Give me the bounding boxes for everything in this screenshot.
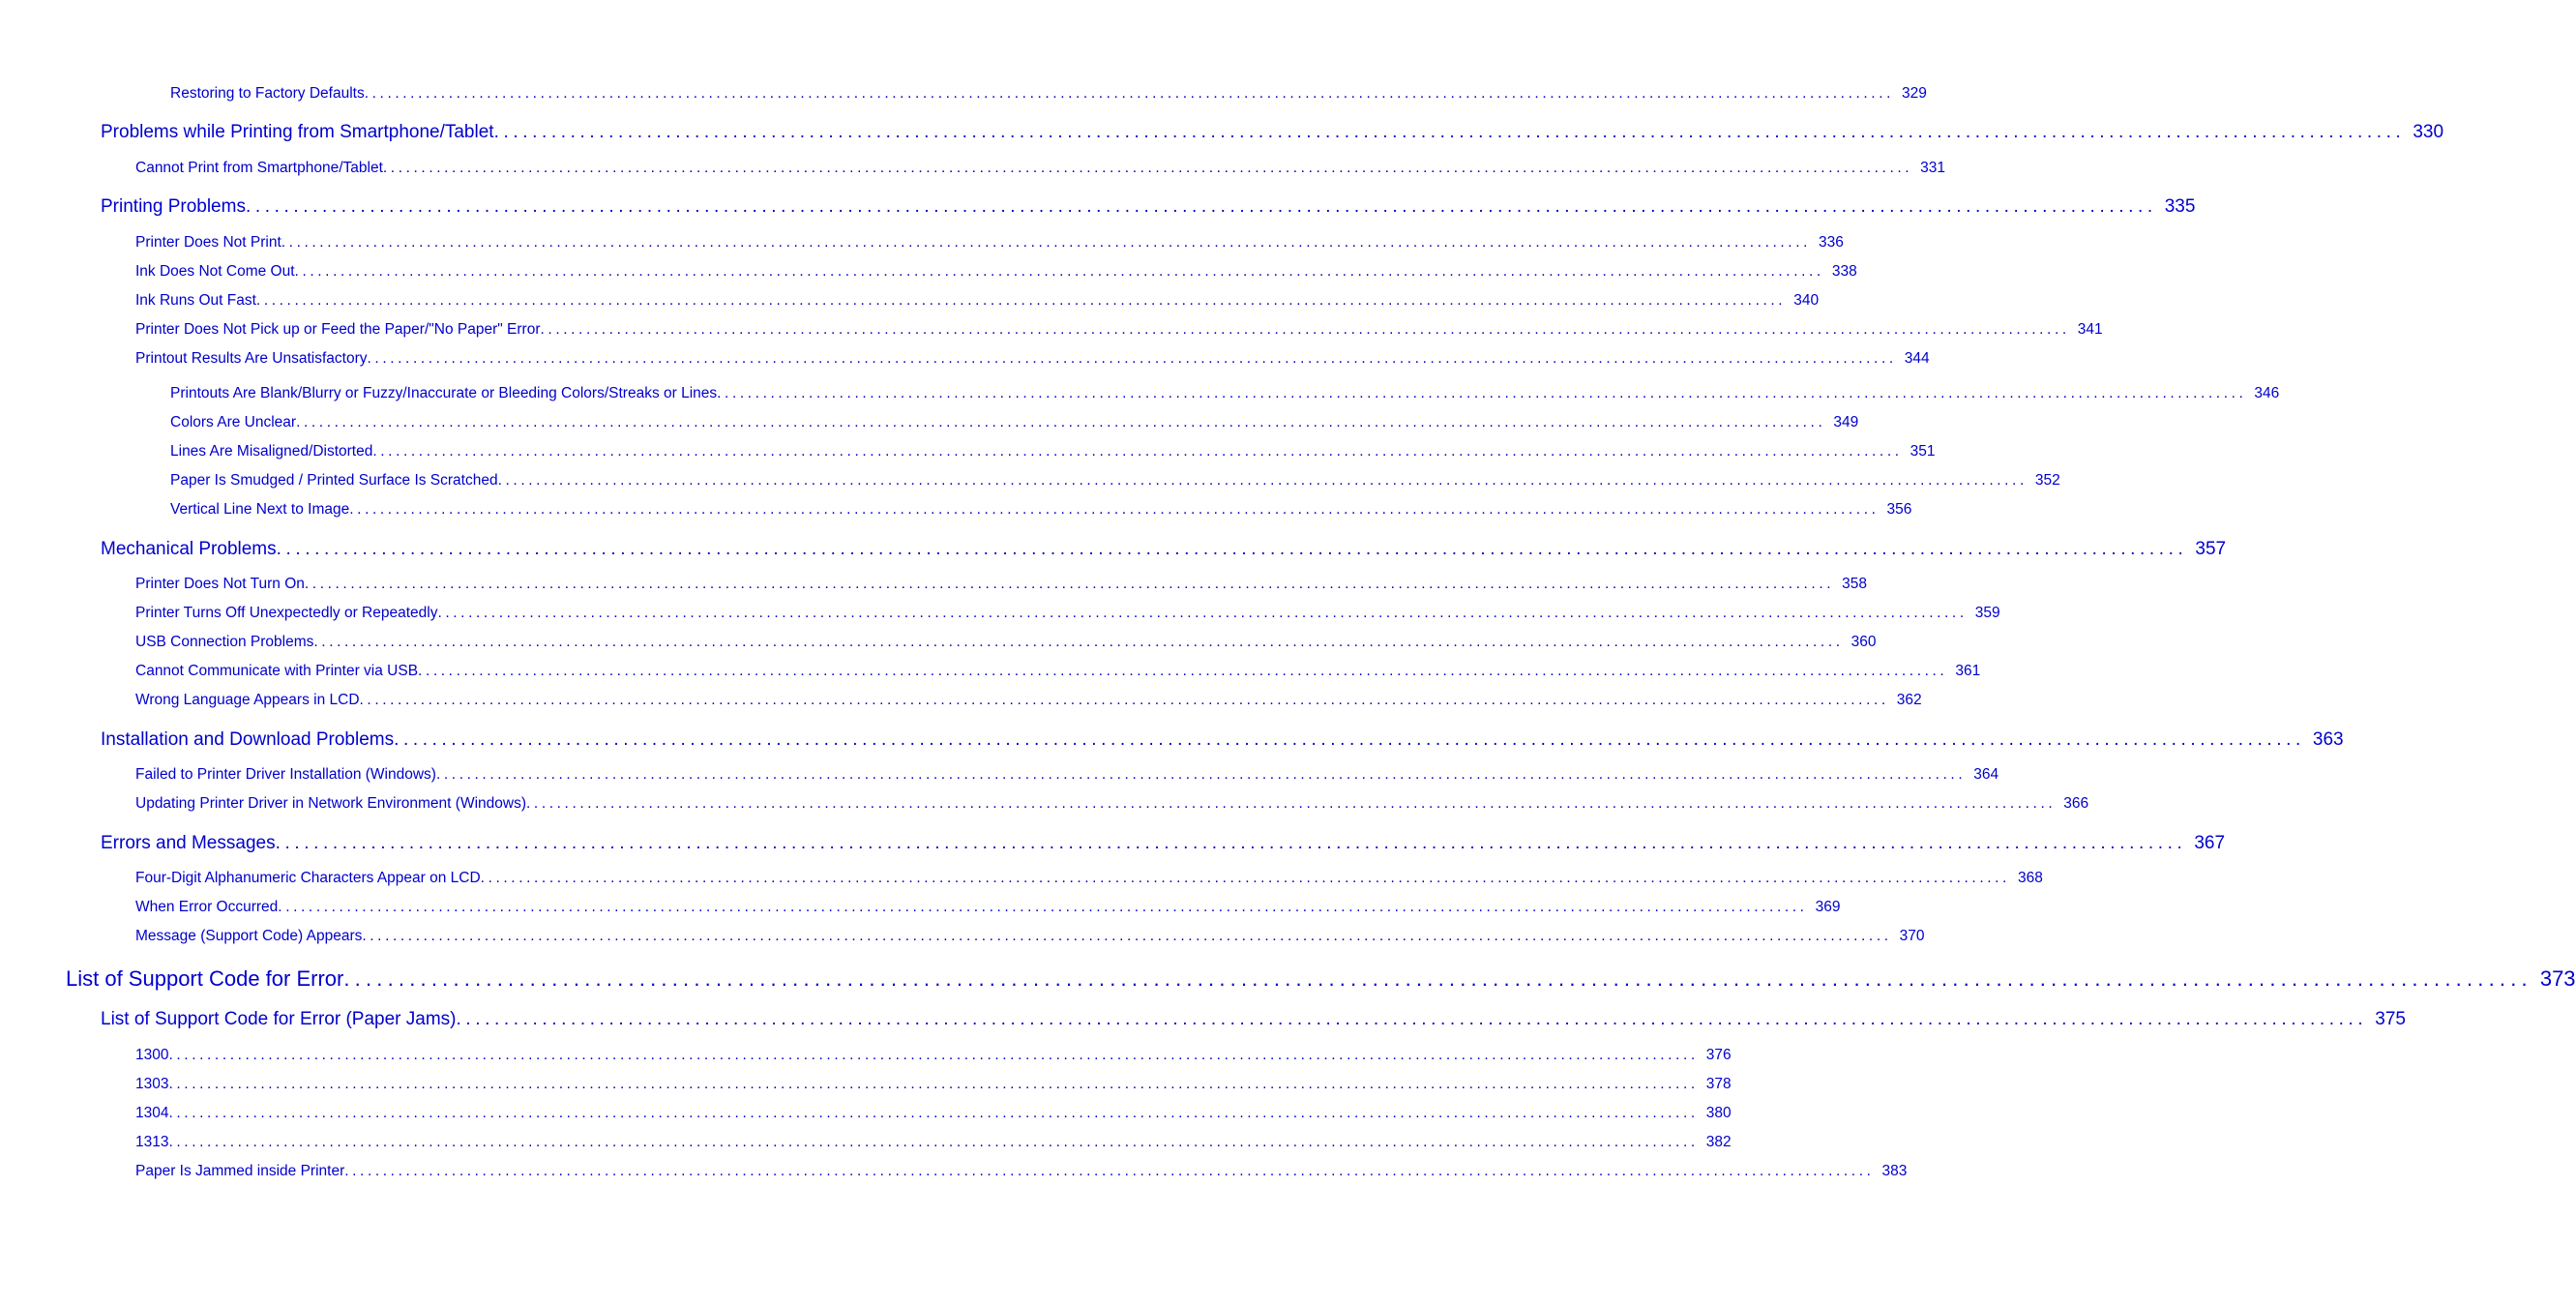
toc-leader-dots: ........................................................................................................................................................................................................ bbox=[717, 385, 2247, 401]
toc-leader-dots: ........................................................................................................................................................................................................ bbox=[275, 833, 2187, 853]
toc-leader-dots: ........................................................................................................................................................................................................ bbox=[437, 605, 1968, 621]
toc-entry[interactable] bbox=[101, 196, 2196, 222]
toc-leader-dots: ........................................................................................................................................................................................................ bbox=[364, 85, 1895, 102]
toc-entry[interactable] bbox=[135, 1047, 1732, 1068]
toc-entry[interactable] bbox=[101, 833, 2226, 858]
toc-entry[interactable] bbox=[101, 1009, 2406, 1034]
toc-entry-title: Printer Does Not Pick up or Feed the Paper/"No Paper" Error bbox=[135, 321, 541, 338]
toc-entry-page: 359 bbox=[1974, 605, 2000, 621]
toc-entry-title: Printing Problems bbox=[101, 196, 246, 217]
toc-entry[interactable] bbox=[170, 501, 1912, 522]
toc-leader-dots: ........................................................................................................................................................................................................ bbox=[276, 539, 2188, 559]
toc-entry[interactable] bbox=[135, 692, 1922, 713]
toc-entry[interactable] bbox=[170, 443, 1936, 464]
toc-leader-dots: ........................................................................................................................................................................................................ bbox=[435, 766, 1967, 783]
toc-entry-title: Installation and Download Problems bbox=[101, 729, 395, 750]
toc-entry-page: 368 bbox=[2017, 870, 2043, 886]
toc-entry-page: 373 bbox=[2539, 966, 2576, 991]
toc-leader-dots: ........................................................................................................................................................................................................ bbox=[526, 795, 2057, 812]
toc-entry[interactable] bbox=[135, 350, 1930, 371]
toc-leader-dots: ........................................................................................................................................................................................................ bbox=[493, 122, 2406, 142]
toc-entry[interactable] bbox=[135, 263, 1857, 284]
toc-entry-title: Ink Runs Out Fast bbox=[135, 292, 256, 309]
toc-entry-page: 340 bbox=[1793, 292, 1820, 309]
toc-leader-dots: ........................................................................................................................................................................................................ bbox=[418, 663, 1948, 679]
toc-entry-page: 366 bbox=[2063, 795, 2089, 812]
toc-entry-title: Message (Support Code) Appears bbox=[135, 928, 363, 944]
toc-entry-title: Cannot Print from Smartphone/Tablet bbox=[135, 160, 383, 176]
toc-entry-title: Printer Does Not Turn On bbox=[135, 576, 305, 592]
toc-leader-dots: ........................................................................................................................................................................................................ bbox=[281, 234, 1812, 251]
toc-entry-page: 330 bbox=[2413, 122, 2444, 142]
toc-entry[interactable] bbox=[135, 634, 1877, 655]
toc-entry-title: When Error Occurred bbox=[135, 899, 279, 915]
toc-entry[interactable] bbox=[135, 663, 1981, 684]
toc-leader-dots: ........................................................................................................................................................................................................ bbox=[344, 1163, 1875, 1179]
toc-entry[interactable] bbox=[135, 795, 2089, 816]
toc-entry-title: Errors and Messages bbox=[101, 833, 276, 853]
toc-entry-page: 351 bbox=[1910, 443, 1936, 460]
toc-entry-page: 360 bbox=[1851, 634, 1877, 650]
toc-entry-page: 383 bbox=[1881, 1163, 1908, 1179]
toc-entry[interactable] bbox=[135, 1105, 1732, 1126]
toc-entry-page: 336 bbox=[1819, 234, 1844, 251]
toc-entry-title: Vertical Line Next to Image bbox=[170, 501, 350, 518]
toc-leader-dots: ........................................................................................................................................................................................................ bbox=[480, 870, 2010, 886]
toc-entry-page: 344 bbox=[1904, 350, 1930, 367]
toc-entry[interactable] bbox=[135, 605, 2000, 626]
toc-entry-page: 364 bbox=[1973, 766, 1999, 783]
toc-leader-dots: ........................................................................................................................................................................................................ bbox=[359, 692, 1889, 708]
toc-entry-page: 363 bbox=[2312, 729, 2344, 750]
toc-leader-dots: ........................................................................................................................................................................................................ bbox=[278, 899, 1808, 915]
toc-leader-dots: ........................................................................................................................................................................................................ bbox=[245, 196, 2157, 217]
toc-entry[interactable] bbox=[170, 85, 1927, 106]
toc-entry[interactable] bbox=[170, 472, 2060, 493]
toc-entry[interactable] bbox=[135, 292, 1820, 313]
toc-leader-dots: ........................................................................................................................................................................................................ bbox=[349, 501, 1880, 518]
toc-entry[interactable] bbox=[135, 321, 2103, 342]
toc-leader-dots: ........................................................................................................................................................................................................ bbox=[343, 966, 2532, 991]
toc-entry-title: 1313 bbox=[135, 1134, 169, 1150]
toc-entry-page: 361 bbox=[1955, 663, 1981, 679]
toc-entry[interactable] bbox=[135, 234, 1844, 255]
toc-entry[interactable] bbox=[135, 1076, 1732, 1097]
toc-entry-page: 370 bbox=[1899, 928, 1925, 944]
toc-entry-title: 1303 bbox=[135, 1076, 169, 1092]
toc-entry-page: 382 bbox=[1705, 1134, 1732, 1150]
toc-entry-page: 357 bbox=[2195, 539, 2227, 559]
toc-leader-dots: ........................................................................................................................................................................................................ bbox=[168, 1105, 1699, 1121]
toc-entry[interactable] bbox=[101, 729, 2344, 755]
toc-entry[interactable] bbox=[66, 966, 2576, 994]
toc-entry-title: Problems while Printing from Smartphone/Tablet bbox=[101, 122, 494, 142]
toc-entry-page: 341 bbox=[2077, 321, 2103, 338]
toc-entry-page: 367 bbox=[2194, 833, 2226, 853]
toc-leader-dots: ........................................................................................................................................................................................................ bbox=[294, 263, 1824, 280]
toc-entry[interactable] bbox=[135, 160, 1946, 181]
toc-entry-page: 352 bbox=[2034, 472, 2060, 489]
toc-entry-title: Colors Are Unclear bbox=[170, 414, 297, 430]
toc-entry-title: Printouts Are Blank/Blurry or Fuzzy/Inaccurate or Bleeding Colors/Streaks or Lines bbox=[170, 385, 718, 401]
toc-leader-dots: ........................................................................................................................................................................................................ bbox=[367, 350, 1897, 367]
toc-entry[interactable] bbox=[135, 1134, 1732, 1155]
toc-entry-page: 376 bbox=[1705, 1047, 1732, 1063]
toc-entry[interactable] bbox=[135, 1163, 1908, 1184]
toc-entry-title: Cannot Communicate with Printer via USB bbox=[135, 663, 419, 679]
toc-entry-page: 329 bbox=[1902, 85, 1927, 102]
toc-leader-dots: ........................................................................................................................................................................................................ bbox=[456, 1009, 2368, 1029]
toc-entry-page: 356 bbox=[1886, 501, 1912, 518]
toc-leader-dots: ........................................................................................................................................................................................................ bbox=[382, 160, 1913, 176]
toc-entry-title: Restoring to Factory Defaults bbox=[170, 85, 365, 102]
toc-entry-title: Printer Turns Off Unexpectedly or Repeatedly bbox=[135, 605, 438, 621]
toc-entry-title: 1304 bbox=[135, 1105, 169, 1121]
toc-entry-title: Printout Results Are Unsatisfactory bbox=[135, 350, 368, 367]
toc-entry-page: 380 bbox=[1705, 1105, 1732, 1121]
toc-entry[interactable] bbox=[101, 539, 2227, 564]
toc-entry-title: Four-Digit Alphanumeric Characters Appear on LCD bbox=[135, 870, 481, 886]
toc-entry-title: List of Support Code for Error (Paper Jams) bbox=[101, 1009, 457, 1029]
toc-entry-page: 349 bbox=[1833, 414, 1859, 430]
toc-leader-dots: ........................................................................................................................................................................................................ bbox=[168, 1076, 1699, 1092]
toc-entry-page: 331 bbox=[1920, 160, 1946, 176]
toc-entry[interactable] bbox=[101, 122, 2444, 147]
toc-entry-page: 358 bbox=[1842, 576, 1868, 592]
toc-leader-dots: ........................................................................................................................................................................................................ bbox=[168, 1047, 1699, 1063]
toc-entry-page: 346 bbox=[2254, 385, 2280, 401]
toc-leader-dots: ........................................................................................................................................................................................................ bbox=[296, 414, 1826, 430]
toc-entry[interactable] bbox=[170, 385, 2280, 406]
toc-entry[interactable] bbox=[135, 870, 2043, 891]
toc-entry-title: Mechanical Problems bbox=[101, 539, 277, 559]
toc-leader-dots: ........................................................................................................................................................................................................ bbox=[372, 443, 1903, 460]
toc-entry[interactable] bbox=[135, 928, 1925, 949]
toc-entry-title: Printer Does Not Print bbox=[135, 234, 281, 251]
toc-leader-dots: ........................................................................................................................................................................................................ bbox=[168, 1134, 1699, 1150]
toc-leader-dots: ........................................................................................................................................................................................................ bbox=[255, 292, 1787, 309]
toc-entry-title: Paper Is Jammed inside Printer bbox=[135, 1163, 345, 1179]
toc-leader-dots: ........................................................................................................................................................................................................ bbox=[313, 634, 1844, 650]
toc-entry-page: 335 bbox=[2164, 196, 2196, 217]
toc-entry-title: USB Connection Problems bbox=[135, 634, 314, 650]
toc-entry-page: 338 bbox=[1831, 263, 1857, 280]
toc-entry[interactable] bbox=[135, 576, 1868, 597]
toc-leader-dots: ........................................................................................................................................................................................................ bbox=[540, 321, 2070, 338]
toc-entry-title: Lines Are Misaligned/Distorted bbox=[170, 443, 373, 460]
toc-entry-title: Ink Does Not Come Out bbox=[135, 263, 295, 280]
toc-leader-dots: ........................................................................................................................................................................................................ bbox=[304, 576, 1835, 592]
toc-entry-title: 1300 bbox=[135, 1047, 169, 1063]
toc-entry[interactable] bbox=[135, 899, 1841, 920]
toc-entry-title: List of Support Code for Error bbox=[66, 966, 344, 991]
toc-entry-page: 375 bbox=[2375, 1009, 2406, 1029]
toc-entry-title: Wrong Language Appears in LCD bbox=[135, 692, 360, 708]
toc-entry-page: 362 bbox=[1896, 692, 1922, 708]
toc-entry[interactable] bbox=[170, 414, 1859, 435]
toc-leader-dots: ........................................................................................................................................................................................................ bbox=[497, 472, 2028, 489]
toc-entry-title: Failed to Printer Driver Installation (Windows) bbox=[135, 766, 436, 783]
toc-entry-title: Paper Is Smudged / Printed Surface Is Scratched bbox=[170, 472, 498, 489]
toc-entry-title: Updating Printer Driver in Network Environment (Windows) bbox=[135, 795, 526, 812]
toc-entry-page: 378 bbox=[1705, 1076, 1732, 1092]
toc-entry[interactable] bbox=[135, 766, 1999, 787]
toc-leader-dots: ........................................................................................................................................................................................................ bbox=[362, 928, 1892, 944]
toc-entry-page: 369 bbox=[1815, 899, 1841, 915]
toc-leader-dots: ........................................................................................................................................................................................................ bbox=[394, 729, 2305, 750]
